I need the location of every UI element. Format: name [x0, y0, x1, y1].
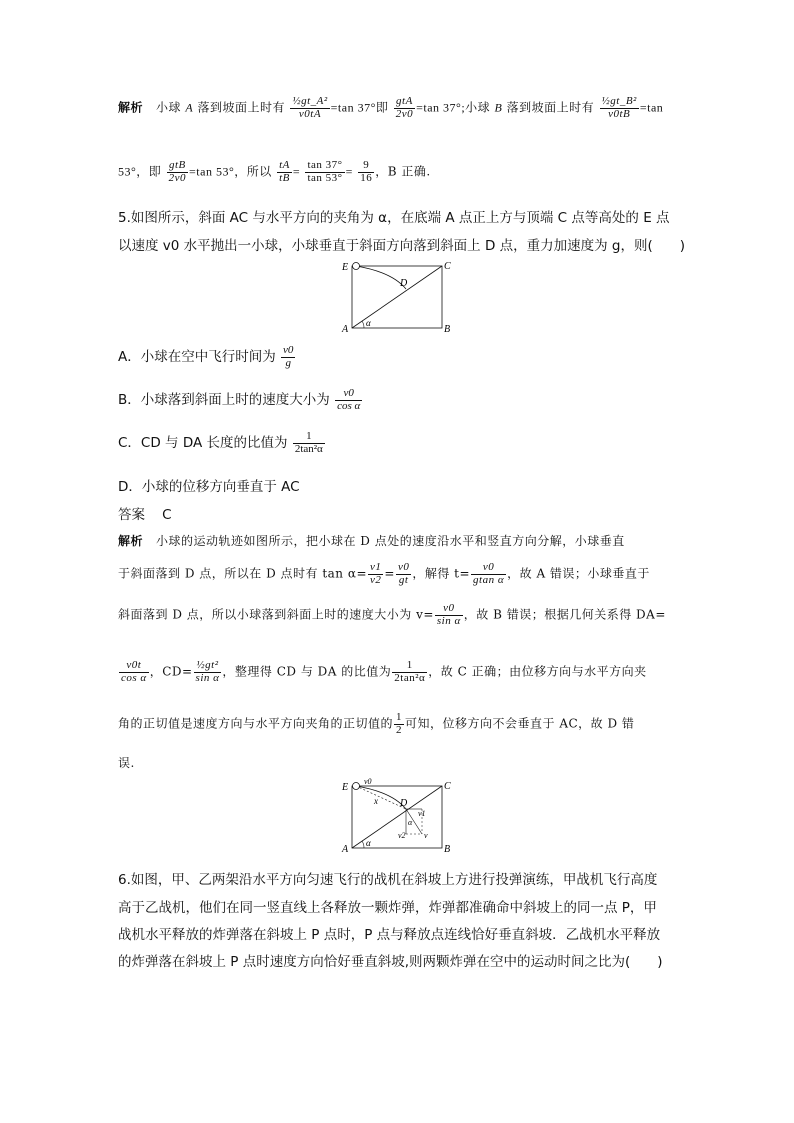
label-v2: v2: [398, 831, 406, 840]
analysis2-line6: 误.: [118, 756, 135, 770]
fraction: $\frac{tA}{tB}$: [279, 159, 290, 184]
label-c: C: [444, 261, 451, 272]
angle-arc: [362, 321, 364, 328]
analysis2-line5: 角的正切值是速度方向与水平方向夹角的正切值的 $\frac{1}{2}$ 可知，位移方向不会垂直于 AC，故 D 错: [118, 711, 635, 736]
label-a: A: [342, 324, 349, 335]
analysis1-label: 解析: [118, 100, 144, 115]
q5-line2: 以速度 v0 水平抛出一小球，小球垂直于斜面方向落到斜面上 D 点，重力加速度为 g，则( ): [118, 238, 686, 254]
ball: [353, 263, 360, 270]
fraction: $\frac{\tan 37^\circ}{\tan 53^\circ}$: [307, 159, 343, 184]
option-a[interactable]: A．小球在空中飞行时间为 $\frac{v0}{g}$: [118, 344, 294, 369]
fraction: $\frac{v0t}{\text{cos α}}$: [121, 659, 147, 684]
option-b[interactable]: B．小球落到斜面上时的速度大小为 $\frac{v0}{\text{cos α}}$: [118, 387, 361, 412]
option-d[interactable]: D．小球的位移方向垂直于 AC: [118, 479, 300, 495]
analysis2-line1: 解析 小球的运动轨迹如图所示，把小球在 D 点处的速度沿水平和竖直方向分解，小球垂直: [118, 534, 625, 548]
q5-line1: 5.如图所示，斜面 AC 与水平方向的夹角为 α，在底端 A 点正上方与顶端 C 点等高处的 E 点: [118, 210, 670, 226]
fraction: $\frac{\text{½gt²}}{\text{sin α}}$: [195, 659, 220, 684]
analysis2-label: 解析: [118, 534, 144, 548]
displacement-x: [356, 786, 406, 809]
analysis1-var: A: [185, 100, 194, 115]
q6-line4: 的炸弹落在斜坡上 P 点时速度方向恰好垂直斜坡,则两颗炸弹在空中的运动时间之比为( ): [118, 954, 663, 970]
label-x: x: [374, 796, 378, 806]
analysis2-line2: 于斜面落到 D 点，所以在 D 点时有 tan α= $\frac{v1}{v2}$ = $\frac{v0}{gt}$ ，解得 t= $\frac{v0}{\text{gtan α}}$ ，故 A 错误；小球垂直于: [118, 561, 650, 586]
label-v0: v0: [364, 778, 372, 786]
fraction: $\frac{1}{\text{2tan²α}}$: [294, 430, 323, 455]
angle-arc: [362, 841, 364, 848]
q5-figure: [340, 258, 460, 338]
answer-line: [118, 503, 794, 523]
trajectory: [356, 266, 406, 289]
label-c: C: [444, 781, 451, 792]
label-alpha: α: [366, 318, 371, 328]
fraction: $\frac{1}{2}$: [396, 711, 403, 736]
fraction: $\frac{v0}{\text{cos α}}$: [337, 387, 361, 412]
analysis1-line2: 53°，即 $\frac{\text{gtB}}{2v0}$ =tan 53°，所以 $\frac{tA}{tB}$ = $\frac{\tan 37^\circ}{\tan 53^\circ}$ = $\frac{9}{16}$ ，B 正确.: [118, 159, 431, 184]
q6-line1: 6.如图，甲、乙两架沿水平方向匀速飞行的战机在斜坡上方进行投弹演练，甲战机飞行高度: [118, 872, 658, 888]
label-alpha-d: α: [408, 818, 413, 827]
q6-line2: 高于乙战机，他们在同一竖直线上各释放一颗炸弹，炸弹都准确命中斜坡上的同一点 P，甲: [118, 900, 657, 916]
analysis-figure: [340, 778, 460, 858]
analysis1-text: 落到坡面上时有: [197, 100, 285, 115]
analysis1-line1: 解析 小球 A 落到坡面上时有 $\frac{\text{½gt\_A²}}{v0tA}$ =tan 37°即 $\frac{\text{gtA}}{2v0}$ =tan 37°;小球 B 落到坡面上时有 $\frac{\text{½gt\_B²}}{v0tB}$ =tan: [118, 95, 664, 120]
fraction: $\frac{\text{gtA}}{2v0}$: [395, 95, 414, 120]
option-c[interactable]: C．CD 与 DA 长度的比值为 $\frac{1}{\text{2tan²α}}$: [118, 430, 323, 455]
q6-line3: 战机水平释放的炸弹落在斜坡上 P 点时，P 点与释放点连线恰好垂直斜坡．乙战机水平释放: [118, 927, 661, 943]
fraction: $\frac{v0}{g}$: [283, 344, 294, 369]
label-alpha: α: [366, 838, 371, 848]
analysis1-text: 小球: [155, 100, 181, 115]
fraction: $\frac{9}{16}$: [360, 159, 373, 184]
label-b: B: [444, 844, 451, 855]
fraction: $\frac{\text{gtB}}{2v0}$: [168, 159, 187, 184]
fraction: $\frac{\text{½gt\_A²}}{v0tA}$: [292, 95, 328, 120]
label-v1: v1: [418, 809, 426, 818]
fraction: $\frac{v1}{v2}$: [370, 561, 382, 586]
label-d: D: [400, 278, 408, 289]
label-v: v: [424, 831, 428, 840]
label-e: E: [342, 782, 349, 793]
fraction: $\frac{v0}{\text{sin α}}$: [436, 602, 461, 627]
label-b: B: [444, 324, 451, 335]
fraction: $\frac{v0}{gt}$: [397, 561, 410, 586]
analysis2-line4: $\frac{v0t}{\text{cos α}}$ ，CD= $\frac{\text{½gt²}}{\text{sin α}}$ ，整理得 CD 与 DA 的比值为 $\frac{1}{\text{2tan²α}}$ ，故 C 正确；由位移方向与水平方向夹: [121, 659, 647, 684]
label-d: D: [400, 798, 408, 809]
fraction: $\frac{1}{\text{2tan²α}}$: [394, 659, 426, 684]
label-a: A: [342, 844, 349, 855]
analysis2-line3: 斜面落到 D 点，所以小球落到斜面上时的速度大小为 v= $\frac{v0}{\text{sin α}}$ ，故 B 错误；根据几何关系得 DA=: [118, 602, 666, 627]
answer-value: C: [162, 507, 172, 523]
answer-label: 答案: [118, 507, 145, 523]
label-e: E: [342, 262, 349, 273]
fraction: $\frac{v0}{\text{gtan α}}$: [473, 561, 505, 586]
fraction: $\frac{\text{½gt\_B²}}{v0tB}$: [601, 95, 637, 120]
ball: [353, 783, 360, 790]
